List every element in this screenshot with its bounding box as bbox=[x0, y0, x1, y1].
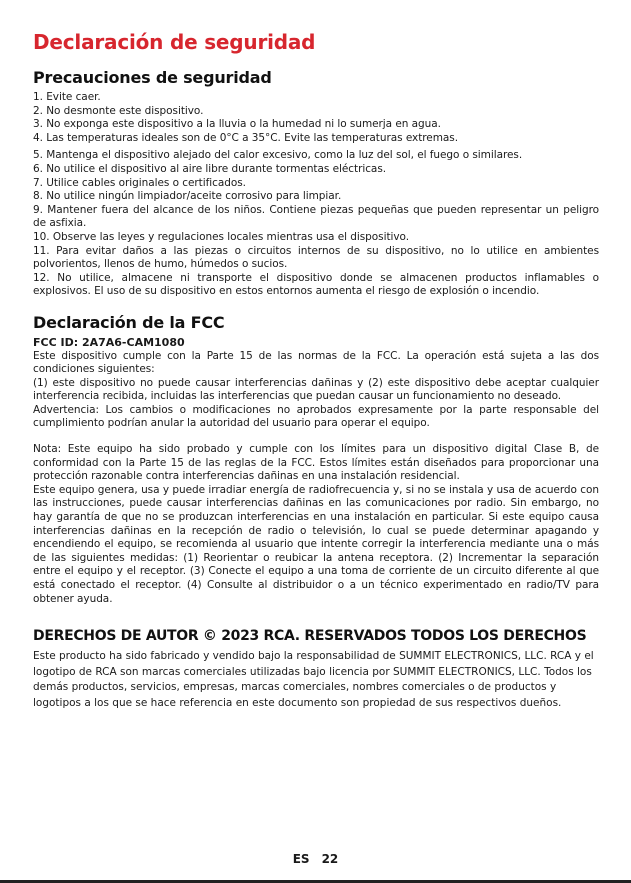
fcc-warning: Advertencia: Los cambios o modificaciones no aprobados expresamente por la parte responsable del cumplimiento podrían anular la autoridad del usuario para operar el equipo. bbox=[33, 403, 599, 430]
copyright-text: Este producto ha sido fabricado y vendido bajo la responsabilidad de SUMMIT ELECTRONICS, LLC. RCA y el logotipo de RCA son marcas comerciales utilizadas bajo licencia por SUMMIT ELECTRONICS, LLC. Todos los demás productos, servicios, empresas, marcas comerciales, nombres comerciales o de productos y logotipos a los que se hace referencia en este documento son propiedad de sus respectivos dueños. bbox=[33, 650, 594, 709]
precautions-list bbox=[33, 91, 599, 299]
precautions-heading: Precauciones de seguridad bbox=[33, 68, 272, 87]
list-item: 3. No exponga este dispositivo a la lluvia o la humedad ni lo sumerja en agua. bbox=[33, 118, 441, 131]
document-page bbox=[33, 30, 599, 711]
copyright-heading: DERECHOS DE AUTOR © 2023 RCA. RESERVADOS TODOS LOS DERECHOS bbox=[33, 628, 587, 645]
list-item: 11. Para evitar daños a las piezas o circuitos internos de su dispositivo, no lo utilice en ambientes polvorientos, llenos de humo, húmedos o sucios. bbox=[33, 244, 599, 271]
list-item: 8. No utilice ningún limpiador/aceite corrosivo para limpiar. bbox=[33, 190, 342, 203]
page-number: 22 bbox=[321, 852, 339, 866]
fcc-paragraph-1: Este dispositivo cumple con la Parte 15 de las normas de la FCC. La operación está sujeta a las dos condiciones siguientes: bbox=[33, 349, 599, 376]
list-item: 4. Las temperaturas ideales son de 0°C a 35°C. Evite las temperaturas extremas. bbox=[33, 131, 458, 144]
fcc-note: Nota: Este equipo ha sido probado y cumple con los límites para un dispositivo digital Clase B, de conformidad con la Parte 15 de las reglas de la FCC. Estos límites están diseñados para proporcionar una protección razonable contra interferencias dañinas en una instalación residencial. bbox=[33, 443, 599, 483]
fcc-paragraph-2: (1) este dispositivo no puede causar interferencias dañinas y (2) este dispositivo debe aceptar cualquier interferencia recibida, incluidas las interferencias que puedan causar un funcionamiento no deseado. bbox=[33, 376, 599, 403]
language-code: ES bbox=[292, 852, 310, 866]
list-item: 7. Utilice cables originales o certificados. bbox=[33, 176, 246, 189]
fcc-heading: Declaración de la FCC bbox=[33, 312, 225, 332]
list-item: 6. No utilice el dispositivo al aire libre durante tormentas eléctricas. bbox=[33, 162, 387, 175]
list-item: 2. No desmonte este dispositivo. bbox=[33, 104, 204, 117]
fcc-id: FCC ID: 2A7A6-CAM1080 bbox=[33, 335, 185, 349]
list-item: 12. No utilice, almacene ni transporte el dispositivo donde se almacenen productos inflamables o explosivos. El uso de su dispositivo en estos entornos aumenta el riesgo de explosión o incendio. bbox=[33, 271, 599, 298]
list-item: 1. Evite caer. bbox=[33, 91, 101, 103]
fcc-interference-paragraph: Este equipo genera, usa y puede irradiar energía de radiofrecuencia y, si no se instala y usa de acuerdo con las instrucciones, puede causar interferencias dañinas en las comunicaciones por radio. Sin embargo, no hay garantía de que no se produzcan interferencias en una instalación en particular. Si este equipo causa interferencias dañinas en la recepción de radio o televisión, lo cual se puede determinar apagando y encendiendo el equipo, se recomienda al usuario que intente corregir la interferencia mediante una o más de las siguientes medidas: (1) Reorientar o reubicar la antena receptora. (2) Incrementar la separación entre el equipo y el receptor. (3) Conecte el equipo a una toma de corriente de un circuito diferente al que está conectado el receptor. (4) Consulte al distribuidor o a un técnico experimentado en radio/TV para obtener ayuda. bbox=[33, 483, 599, 605]
list-item: 5. Mantenga el dispositivo alejado del calor excesivo, como la luz del sol, el fuego o similares. bbox=[33, 149, 523, 162]
list-item: 10. Observe las leyes y regulaciones locales mientras usa el dispositivo. bbox=[33, 230, 410, 243]
page-footer bbox=[0, 852, 631, 866]
page-title: Declaración de seguridad bbox=[33, 30, 316, 54]
list-item: 9. Mantener fuera del alcance de los niños. Contiene piezas pequeñas que pueden representar un peligro de asfixia. bbox=[33, 203, 599, 230]
